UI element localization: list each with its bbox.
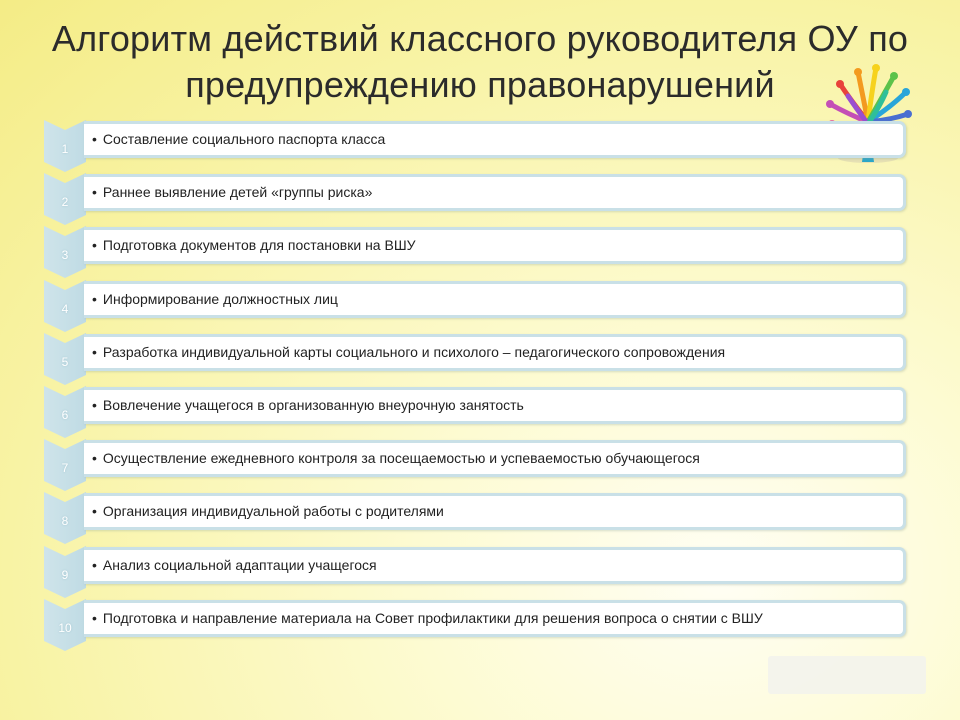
step-number: 4	[61, 302, 69, 316]
bullet-icon: •	[92, 450, 97, 466]
step-box	[84, 334, 906, 371]
step-box	[84, 547, 906, 584]
step-box	[84, 493, 906, 530]
step-box	[84, 174, 906, 211]
title-line-2: предупреждению правонарушений	[185, 64, 775, 105]
step-text: Раннее выявление детей «группы риска»	[102, 184, 373, 200]
bullet-icon: •	[92, 557, 97, 573]
step-text: Информирование должностных лиц	[102, 291, 338, 307]
step-box	[84, 600, 906, 637]
step-box	[84, 121, 906, 158]
step-number: 8	[61, 514, 69, 528]
step-box	[84, 227, 906, 264]
bullet-icon: •	[92, 610, 97, 626]
step-text: Подготовка документов для постановки на ВШУ	[102, 237, 416, 253]
bullet-icon: •	[92, 184, 97, 200]
bullet-icon: •	[92, 131, 97, 147]
step-box	[84, 440, 906, 477]
step-text: Организация индивидуальной работы с родителями	[102, 503, 444, 519]
bullet-icon: •	[92, 503, 97, 519]
step-number: 5	[61, 355, 69, 369]
bullet-icon: •	[92, 237, 97, 253]
watermark-blur	[768, 656, 926, 694]
step-text: Разработка индивидуальной карты социального и психолого – педагогического сопровождения	[102, 344, 726, 360]
bullet-icon: •	[92, 291, 97, 307]
step-text: Анализ социальной адаптации учащегося	[102, 557, 377, 573]
bullet-icon: •	[92, 344, 97, 360]
title-line-1: Алгоритм действий классного руководителя ОУ по	[51, 18, 909, 59]
step-box	[84, 387, 906, 424]
step-text: Подготовка и направление материала на Совет профилактики для решения вопроса о снятии с ВШУ	[102, 610, 763, 626]
step-number: 7	[61, 461, 69, 475]
step-number: 6	[61, 408, 69, 422]
step-number: 3	[61, 248, 69, 262]
step-number: 9	[61, 568, 69, 582]
step-number: 10	[58, 621, 72, 635]
bullet-icon: •	[92, 397, 97, 413]
step-text: Составление социального паспорта класса	[102, 131, 386, 147]
step-text: Осуществление ежедневного контроля за посещаемостью и успеваемостью обучающегося	[102, 450, 700, 466]
step-number: 1	[61, 142, 69, 156]
step-box	[84, 281, 906, 318]
step-number: 2	[61, 195, 69, 209]
step-text: Вовлечение учащегося в организованную внеурочную занятость	[102, 397, 524, 413]
